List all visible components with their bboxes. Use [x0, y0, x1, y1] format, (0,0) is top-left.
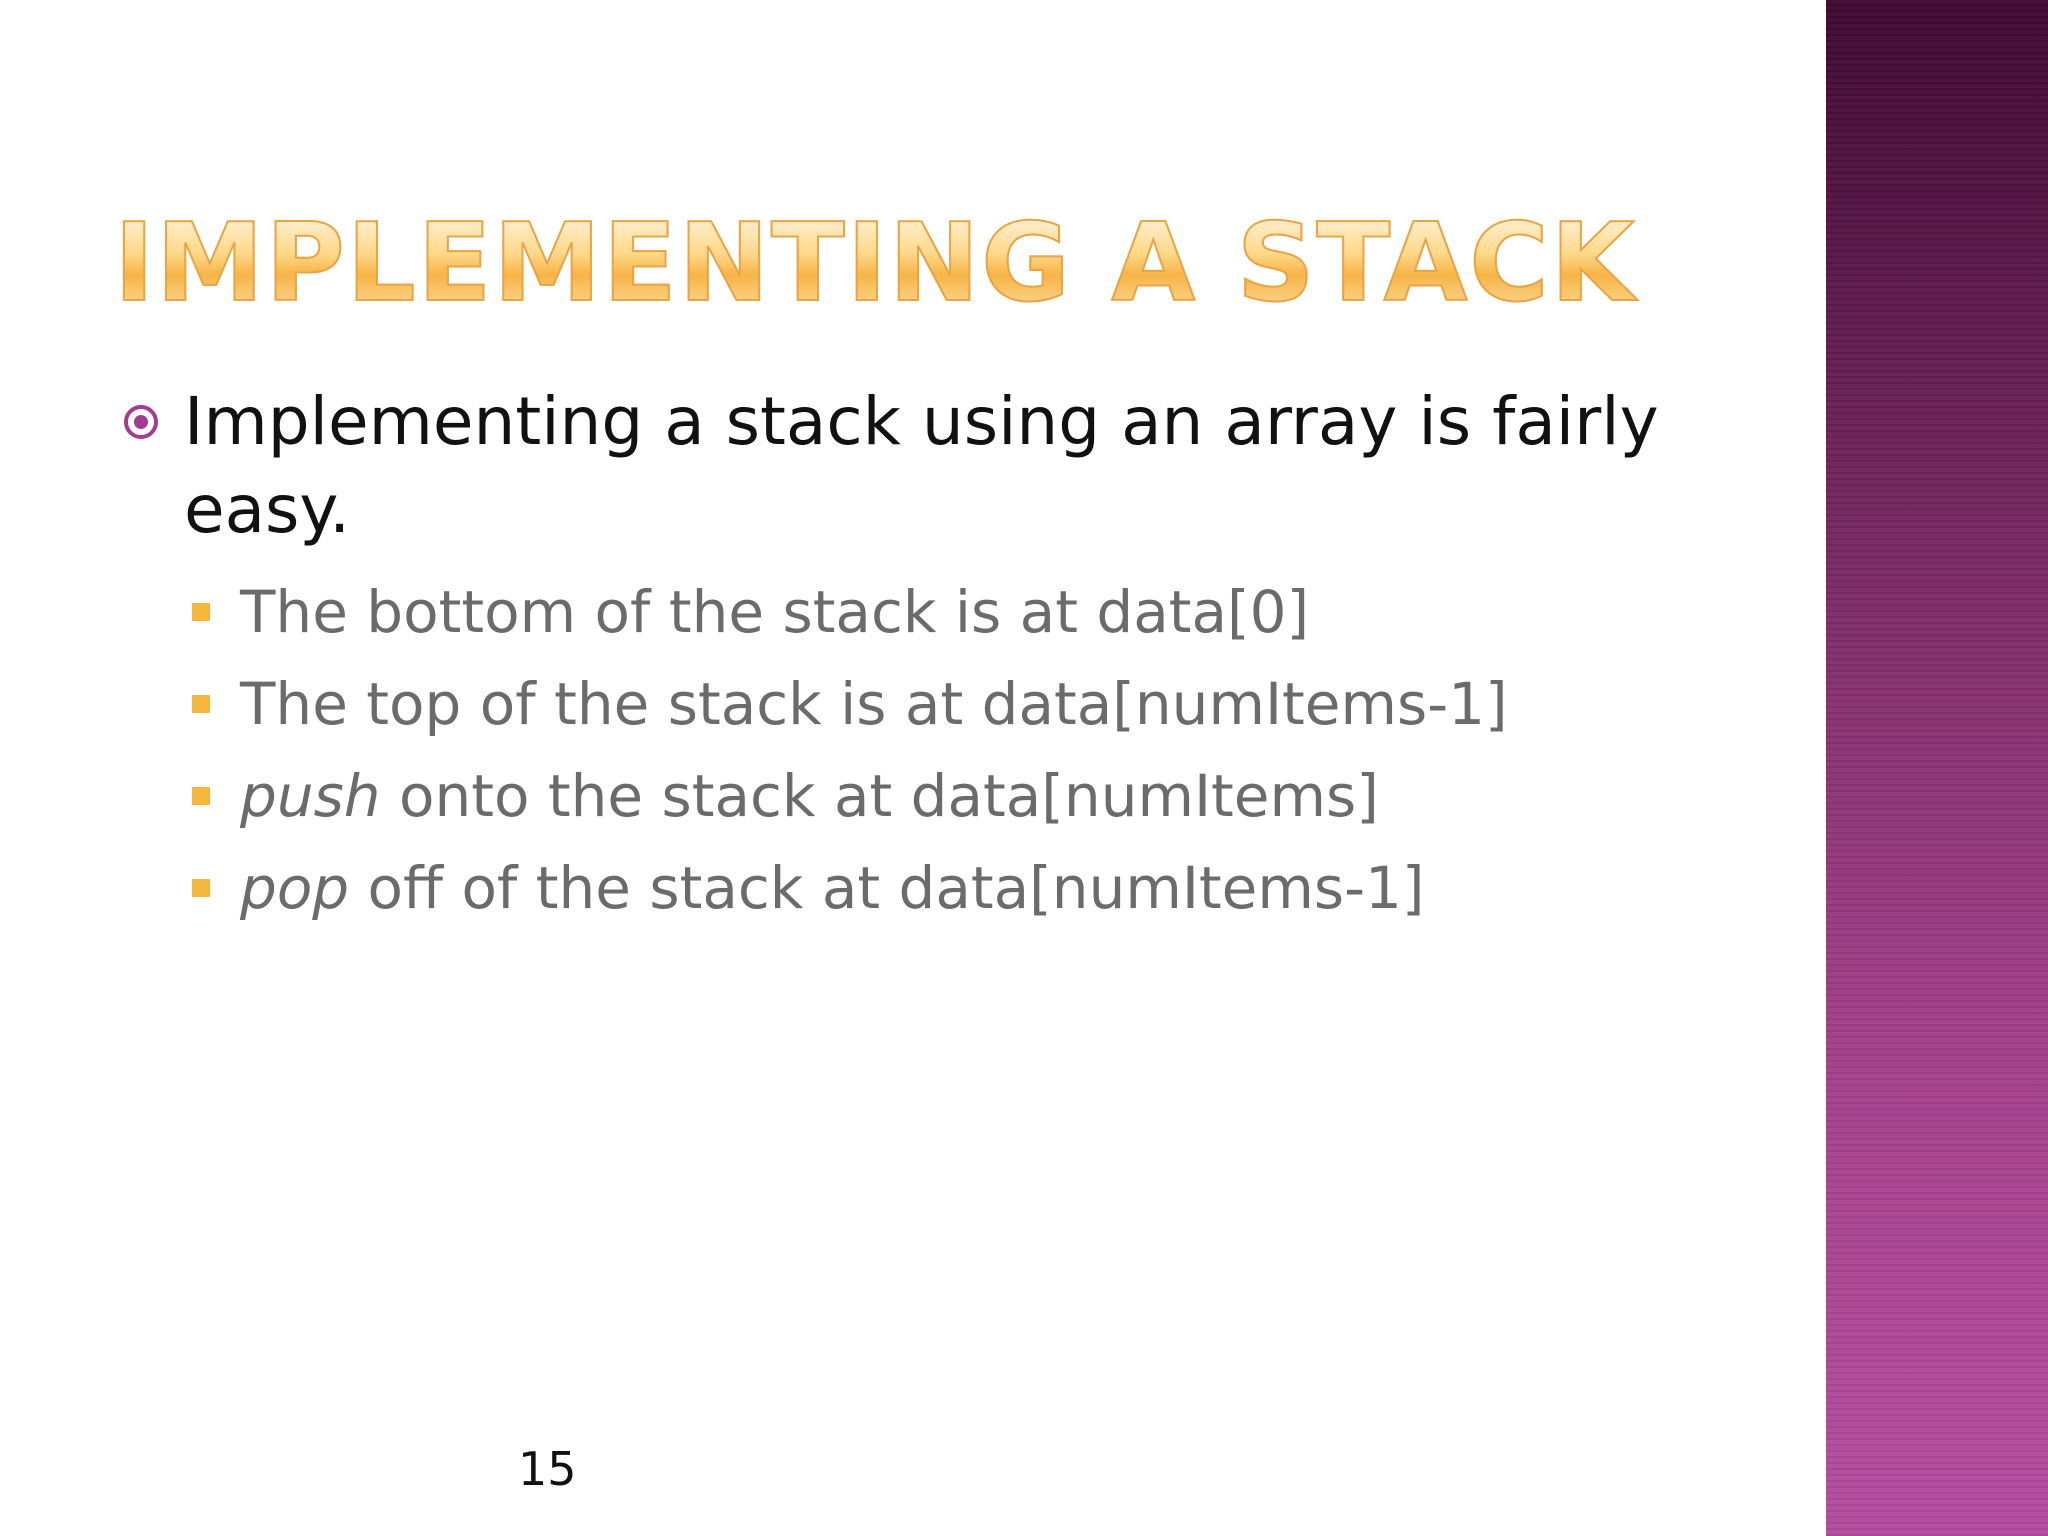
sub-bullet-emphasis: push — [240, 762, 381, 830]
decorative-side-band — [1826, 0, 2048, 1536]
sub-bullet-emphasis: pop — [240, 854, 350, 922]
sub-bullet-list — [124, 566, 1684, 934]
square-bullet-icon — [192, 658, 240, 750]
sub-bullet-text — [240, 842, 1425, 934]
sub-bullet-text — [240, 566, 1309, 658]
sub-bullet-text — [240, 658, 1508, 750]
sub-bullet-text — [240, 750, 1379, 842]
main-bullet-text: Implementing a stack using an array is fairly easy. — [184, 383, 1659, 548]
square-bullet-icon — [192, 750, 240, 842]
sub-bullet-body: The top of the stack is at data[numItems-1] — [240, 670, 1508, 738]
sub-bullet-body: onto the stack at data[numItems] — [380, 762, 1379, 830]
slide-title: IMPLEMENTING A STACK — [114, 201, 1637, 326]
circle-dot-icon — [124, 378, 184, 466]
sub-bullet — [192, 750, 1684, 842]
sub-bullet — [192, 566, 1684, 658]
square-bullet-icon — [192, 842, 240, 934]
main-bullet — [124, 378, 1684, 554]
page-number: 15 — [518, 1442, 577, 1496]
sub-bullet-body: The bottom of the stack is at data[0] — [240, 578, 1310, 646]
square-bullet-icon — [192, 566, 240, 658]
slide-content — [124, 378, 1684, 934]
sub-bullet — [192, 842, 1684, 934]
sub-bullet — [192, 658, 1684, 750]
sub-bullet-body: off of the stack at data[numItems-1] — [349, 854, 1425, 922]
